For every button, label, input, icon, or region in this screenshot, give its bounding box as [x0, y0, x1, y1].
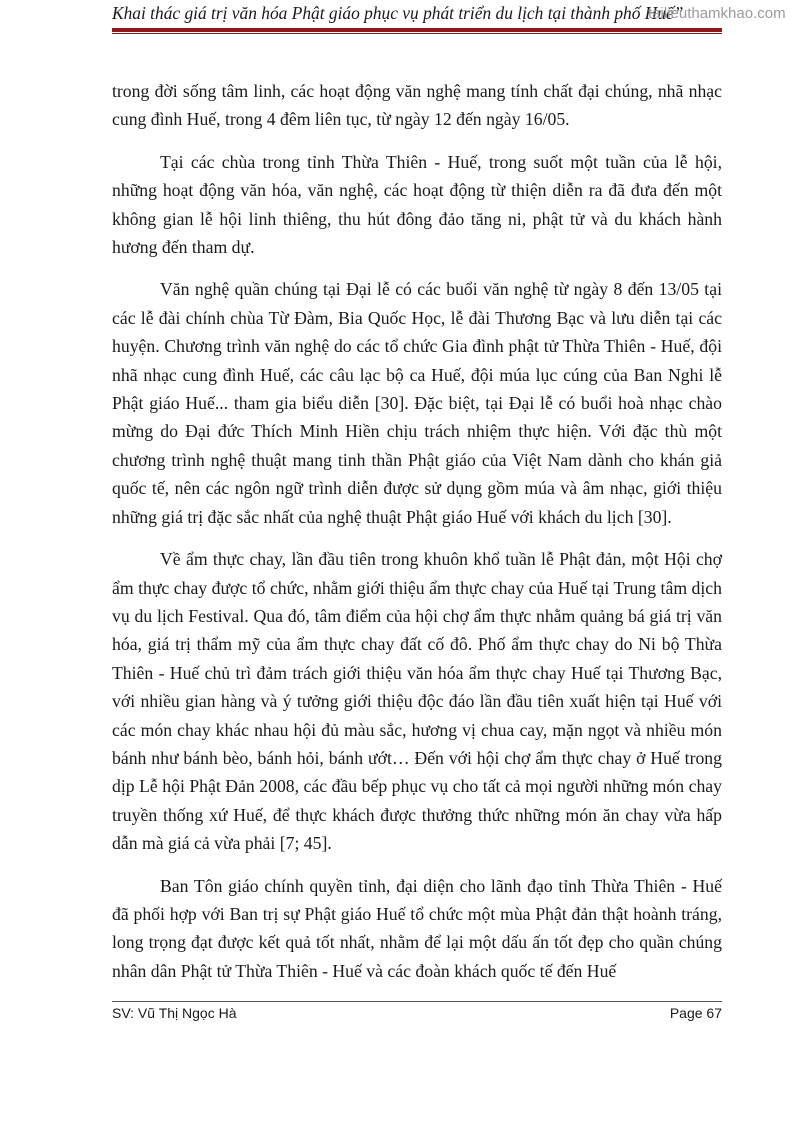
paragraph-continuation: trong đời sống tâm linh, các hoạt động văn nghệ mang tính chất đại chúng, nhã nhạc cung đình Huế, trong 4 đêm liên tục, từ ngày 12 đến ngày 16/05.	[112, 81, 722, 130]
paragraph-performances: Văn nghệ quần chúng tại Đại lễ có các buổi văn nghệ từ ngày 8 đến 13/05 tại các lễ đài chính chùa Từ Đàm, Bia Quốc Học, lễ đài Thương Bạc và lưu diễn tại các huyện. Chương trình văn nghệ do các tổ chức Gia đình phật tử Thừa Thiên - Huế, đội nhã nhạc cung đình Huế, các câu lạc bộ ca Huế, đội múa lục cúng của Ban Nghi lễ Phật giáo Huế... tham gia biểu diễn [30]. Đặc biệt, tại Đại lễ có buổi hoà nhạc chào mừng do Đại đức Thích Minh Hiền chịu trách nhiệm thực hiện. Với đặc thù một chương trình nghệ thuật mang tinh thần Phật giáo của Việt Nam dành cho khán giả quốc tế, nên các ngôn ngữ trình diễn được sử dụng gồm múa và âm nhạc, giới thiệu những giá trị đặc sắc nhất của nghệ thuật Phật giáo Huế với khách du lịch [30].	[112, 279, 722, 527]
header-rule-thin	[112, 33, 722, 34]
footer-author: SV: Vũ Thị Ngọc Hà	[112, 1005, 237, 1021]
page-number: Page 67	[669, 1005, 722, 1021]
paragraph-vegetarian-cuisine: Về ẩm thực chay, lần đầu tiên trong khuôn khổ tuần lễ Phật đản, một Hội chợ ẩm thực chay được tổ chức, nhằm giới thiệu ẩm thực chay của Huế tại Trung tâm dịch vụ du lịch Festival. Qua đó, tâm điểm của hội chợ ẩm thực nhằm quảng bá giá trị văn hóa, giá trị thẩm mỹ của ẩm thực chay đất cố đô. Phố ẩm thực chay do Ni bộ Thừa Thiên - Huế chủ trì đảm trách giới thiệu văn hóa ẩm thực chay Huế tại Thương Bạc, với nhiều gian hàng và ý tưởng giới thiệu độc đáo lần đầu tiên xuất hiện tại Huế với các món chay khác nhau hội đủ màu sắc, hương vị chua cay, mặn ngọt và nhiều món bánh như bánh bèo, bánh hỏi, bánh ướt… Đến với hội chợ ẩm thực chay ở Huế trong dịp Lễ hội Phật Đản 2008, các đầu bếp phục vụ cho tất cả mọi người những món chay truyền thống xứ Huế, để thực khách được thưởng thức những món ăn chay vừa hấp dẫn mà giá cả vừa phải [7; 45].	[112, 549, 722, 854]
running-header: Khai thác giá trị văn hóa Phật giáo phục vụ phát triển du lịch tại thành phố Huế”	[112, 3, 684, 23]
header-rule-thick	[112, 28, 722, 32]
watermark: tailieuthamkhao.com	[648, 5, 786, 22]
paragraph-religious-board: Ban Tôn giáo chính quyền tỉnh, đại diện cho lãnh đạo tỉnh Thừa Thiên - Huế đã phối hợp với Ban trị sự Phật giáo Huế tổ chức một mùa Phật đản thật hoành tráng, long trọng đạt được kết quả tốt nhất, nhằm để lại một dấu ấn tốt đẹp cho quần chúng nhân dân Phật tử Thừa Thiên - Huế và các đoàn khách quốc tế đến Huế	[112, 875, 722, 981]
page-footer	[112, 1005, 722, 1021]
paragraph-pagoda-activities: Tại các chùa trong tỉnh Thừa Thiên - Huế, trong suốt một tuần của lễ hội, những hoạt động văn hóa, văn nghệ, các hoạt động từ thiện diễn ra đã đưa đến một không gian lễ hội linh thiêng, thu hút đông đảo tăng ni, phật tử và du khách hành hương đến tham dự.	[112, 151, 722, 258]
footer-rule	[112, 1001, 722, 1002]
body-text	[112, 77, 722, 999]
